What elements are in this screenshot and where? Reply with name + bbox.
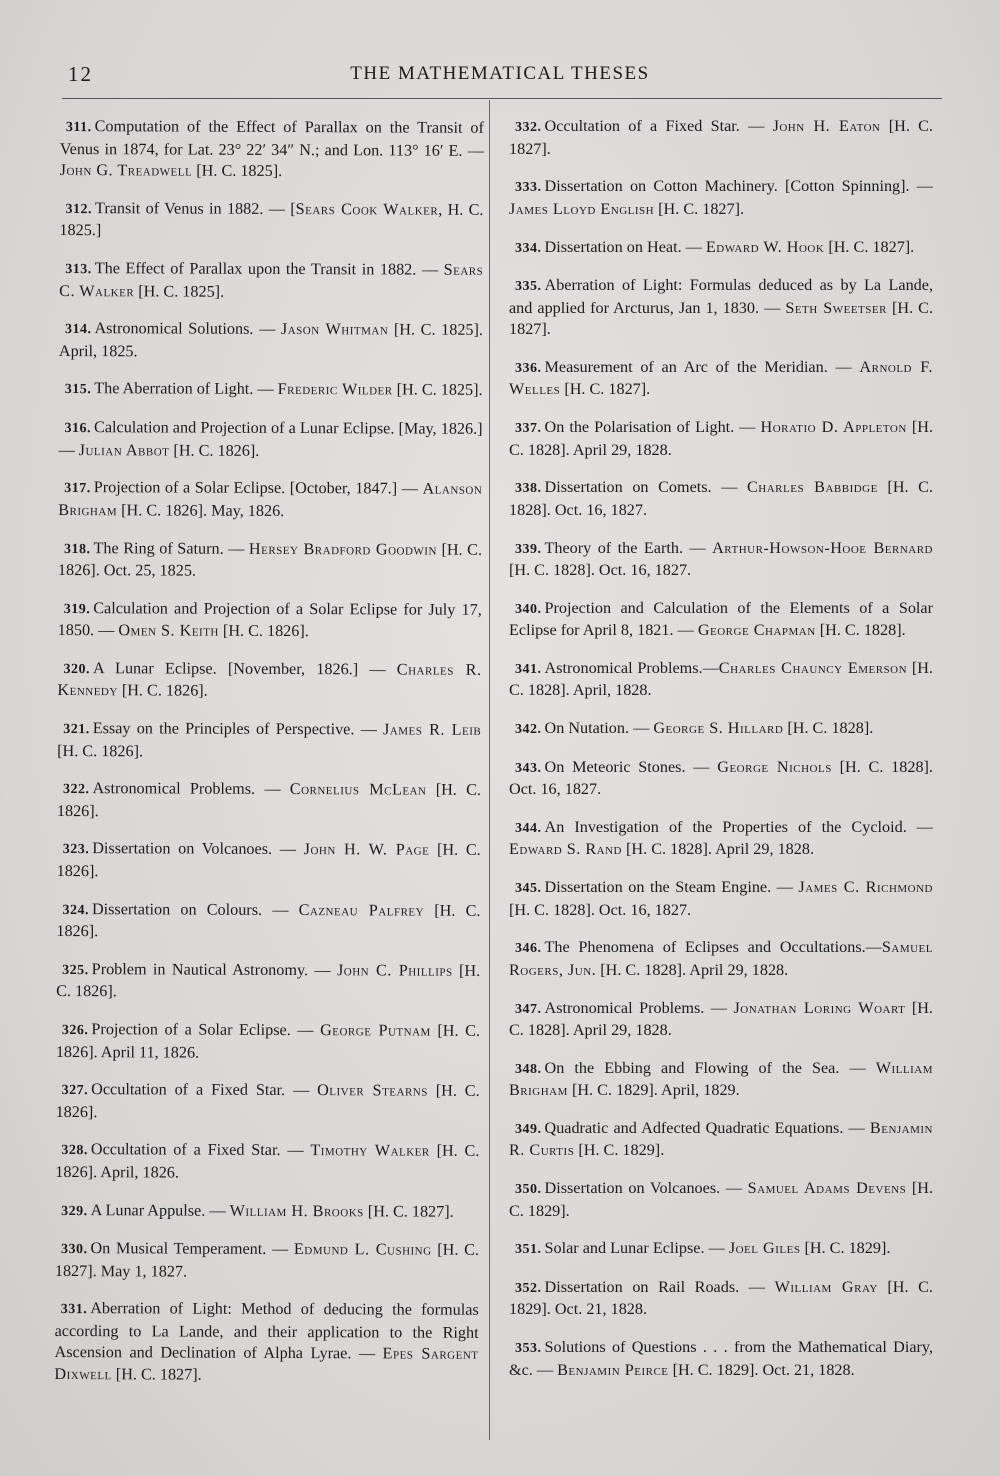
column-divider [489,100,490,1440]
thesis-entry [509,237,933,260]
entry-author: Arnold F. Welles [509,357,933,399]
entry-number: 317. [64,481,91,497]
entry-author: John C. Phillips [336,961,453,980]
entry-note: [H. C. 1826]. [169,441,260,460]
thesis-entry [56,1079,480,1125]
entry-title: Computation of the Effect of Parallax on the Transit of Venus in 1874, for Lat. 23° 22′ 34″ N.; and Lon. 113° 16′ E. — [59,117,484,160]
entry-title: Astronomical Problems. — [544,998,734,1017]
entry-number: 329. [61,1203,88,1219]
entry-title: Astronomical Solutions. — [94,319,281,339]
entry-author: Omen S. Keith [118,621,219,640]
entry-author: William H. Brooks [229,1201,364,1220]
entry-note: [H. C. 1827]. [824,237,915,256]
entry-number: 331. [60,1302,88,1318]
entry-title: Astronomical Problems.— [544,658,719,677]
page-header [60,62,940,92]
entry-title: The Effect of Parallax upon the Transit in 1882. — [94,259,444,279]
entry-title: Projection of a Solar Eclipse. — [91,1020,321,1040]
entry-number: 321. [63,722,90,738]
entry-title: Solar and Lunar Eclipse. — [544,1239,729,1258]
entry-author: Oliver Stearns [317,1081,428,1100]
entry-title: Occultation of a Fixed Star. — [544,117,773,136]
entry-note: [H. C. 1825]. [192,161,283,181]
entry-author: Sears C. Walker [59,260,484,300]
thesis-entry [56,1019,480,1065]
entry-note: [H. C. 1828]. April 29, 1828. [596,960,789,979]
thesis-entry [59,198,483,244]
thesis-entry [58,598,482,644]
entry-author: Jonathan Loring Woart [733,998,906,1017]
entry-title: On Meteoric Stones. — [544,757,718,776]
entry-number: 332. [515,120,542,136]
thesis-entry [509,1238,933,1261]
entry-title: Aberration of Light: Formulas deduced as by La Lande, and applied for Arcturus, Jan 1, 1830. — [509,276,933,317]
thesis-entry [56,899,480,945]
entry-number: 322. [62,782,90,798]
entry-number: 345. [515,881,542,897]
entry-note: [H. C. 1829]. [509,1179,934,1220]
entry-author: Sears Cook Walker [295,199,439,219]
entry-title: Occultation of a Fixed Star. — [91,1080,318,1100]
entry-note: [H. C. 1828]. Oct. 16, 1827. [509,900,692,919]
entry-author: Edmund L. Cushing [293,1240,432,1259]
entry-title: Dissertation on Volcanoes. — [92,839,304,859]
entry-title: On the Ebbing and Flowing of the Sea. — [544,1058,876,1077]
entry-note: [H. C. 1826]. May, 1826. [117,501,285,520]
entry-author: Epes Sargent Dixwell [54,1344,479,1384]
entry-note: [H. C. 1828]. [815,621,906,640]
entry-title: Projection and Calculation of the Elements of a Solar Eclipse for April 8, 1821. — [509,598,933,640]
entry-author: James C. Richmond [798,878,933,897]
thesis-entry [57,838,481,884]
thesis-entry [509,1337,933,1381]
entry-author: Arthur-Howson-Hooe Bernard [712,538,934,557]
entry-number: 348. [515,1061,542,1077]
entry-note: [H. C. 1826]. [55,1081,480,1121]
entry-note: [H. C. 1826]. [56,780,482,820]
thesis-entry [509,357,933,401]
entry-title: The Aberration of Light. — [94,379,278,399]
entry-title: Aberration of Light: Method of deducing the formulas according to La Lande, and their application to the Right Ascension and Declination of Alpha Lyrae. — [54,1299,479,1363]
entry-author: William Brigham [509,1058,933,1100]
thesis-entry [509,598,933,642]
entry-author: Cazneau Palfrey [298,900,425,920]
thesis-entry [509,1277,933,1321]
entry-note: [H. C. 1829]. April, 1829. [567,1081,740,1100]
entry-number: 318. [64,541,91,557]
entry-note: [H. C. 1828]. Oct. 16, 1827. [509,561,692,579]
entry-number: 350. [515,1182,542,1198]
thesis-entry [509,877,933,921]
entry-author: James Lloyd English [509,199,655,218]
entry-title: A Lunar Eclipse. [November, 1826.] — [92,659,397,679]
entry-title: Dissertation on Volcanoes. — [544,1179,748,1198]
entry-title: The Phenomena of Eclipses and Occultations.— [544,938,882,957]
entry-note: [H. C. 1827]. [509,117,933,158]
thesis-entry [509,817,933,861]
entry-number: 341. [515,661,542,677]
entry-number: 311. [65,120,92,136]
entry-number: 320. [63,661,91,678]
thesis-entry [54,1298,478,1387]
entry-author: John H. Eaton [772,117,881,136]
entry-author: Hersey Bradford Goodwin [248,539,437,559]
entry-note: [H. C. 1826]. [117,681,208,701]
entry-title: Astronomical Problems. — [92,779,290,799]
entry-title: On the Polarisation of Light. — [544,418,761,437]
entry-number: 343. [515,760,542,776]
entry-number: 334. [515,240,542,256]
entry-number: 328. [61,1143,88,1159]
entry-author: James R. Leib [382,720,482,739]
entry-author: Samuel Rogers, Jun. [509,938,933,979]
entry-author: Joel Giles [728,1239,801,1258]
entry-title: Occultation of a Fixed Star. — [90,1140,311,1160]
entry-title: Theory of the Earth. — [544,538,713,557]
page-number: 12 [68,62,93,86]
thesis-entry [59,318,483,364]
thesis-entry [57,778,481,824]
thesis-entry [509,477,933,521]
entry-title: A Lunar Appulse. — [90,1200,230,1220]
entry-number: 325. [62,962,89,978]
entry-author: Charles R. Kennedy [57,660,482,700]
entry-title: Measurement of an Arc of the Meridian. — [544,357,860,376]
entry-title: Problem in Nautical Astronomy. — [91,959,338,980]
entry-note: [H. C. 1827]. [654,199,745,218]
entry-note: [H. C. 1829]. Oct. 21, 1828. [509,1277,933,1319]
entry-number: 337. [515,421,542,437]
entry-note: [H. C. 1826]. [56,841,481,881]
entry-note: [H. C. 1828]. April 29, 1828. [509,418,933,459]
entry-number: 315. [64,382,92,398]
entry-number: 351. [515,1242,542,1258]
thesis-entry [58,417,482,463]
entry-author: John G. Treadwell [59,161,193,180]
entry-note: [H. C. 1826]. [56,901,481,941]
entry-note: [H. C. 1828]. April, 1828. [509,658,933,700]
thesis-entry [509,1178,933,1222]
thesis-entry [509,176,933,220]
running-title: THE MATHEMATICAL THESES [350,63,650,84]
entry-note: [H. C. 1826]. April 11, 1826. [55,1021,480,1062]
entry-number: 313. [65,262,92,278]
entry-title: Dissertation on Colours. — [91,899,299,919]
thesis-entry [57,718,481,764]
thesis-entry [57,658,481,704]
entry-number: 352. [515,1280,542,1296]
thesis-entry [509,1118,933,1162]
entry-title: Essay on the Principles of Perspective. — [92,719,384,739]
entry-title: The Ring of Saturn. — [93,538,249,558]
entry-number: 316. [64,421,92,437]
thesis-entry [509,538,933,582]
entry-author: George Nichols [717,757,832,776]
entry-note: [H. C. 1826]. [56,961,481,1001]
thesis-entry [60,116,484,183]
entry-note: [H. C. 1826]. Oct. 25, 1825. [57,540,483,580]
entry-author: William Gray [774,1277,878,1296]
entry-author: Cornelius McLean [289,780,427,799]
thesis-entry [58,537,482,583]
entry-note: [H. C. 1827]. [111,1365,202,1384]
entry-author: Charles Babbidge [746,478,878,497]
thesis-entry [58,477,482,523]
header-rule [62,98,942,99]
entry-note: [H. C. 1827]. [363,1201,454,1221]
thesis-entry [55,1200,479,1224]
entry-author: George Putnam [320,1021,431,1040]
thesis-entry [59,378,483,402]
entry-author: Julian Abbot [78,440,170,460]
entry-note: [H. C. 1826]. [218,621,309,641]
left-column [54,100,484,1400]
entry-number: 335. [515,279,542,295]
entry-number: 312. [65,201,93,218]
entry-author: Edward S. Rand [509,840,622,859]
entry-number: 326. [61,1023,89,1039]
entry-number: 353. [515,1341,542,1357]
entry-number: 327. [61,1083,89,1099]
entry-note: , H. C. 1825.] [59,200,484,240]
entry-author: Samuel Adams Devens [747,1179,907,1198]
entry-number: 344. [515,820,542,836]
entry-title: Dissertation on Comets. — [544,478,747,497]
entry-number: 324. [62,902,89,918]
entry-note: [H. C. 1829]. [800,1239,891,1258]
right-column [509,100,933,1394]
entry-author: Benjamin Peirce [557,1360,669,1379]
entry-note: [H. C. 1825]. [392,380,483,400]
entry-note: [H. C. 1829]. Oct. 21, 1828. [668,1360,855,1379]
entry-number: 314. [64,322,92,338]
entry-number: 319. [63,601,91,617]
entry-number: 330. [60,1242,88,1258]
thesis-entry [55,1238,479,1284]
entry-title: Dissertation on Cotton Machinery. [Cotton Spinning]. — [544,177,933,196]
entry-author: Timothy Walker [310,1141,430,1160]
thesis-entry [56,959,480,1005]
thesis-entry [509,658,933,702]
entry-note: [H. C. 1827]. [560,380,651,399]
entry-number: 340. [515,601,542,617]
entry-title: An Investigation of the Properties of the Cycloid. — [544,817,933,836]
entry-author: Alanson Brigham [58,479,483,520]
entry-author: Seth Sweetser [785,298,887,317]
entry-number: 339. [515,541,542,557]
entry-author: Edward W. Hook [705,237,825,256]
entry-note: [H. C. 1829]. [574,1141,665,1160]
entry-number: 342. [515,722,542,738]
thesis-entry [509,718,933,741]
entry-author: Jason Whitman [280,320,389,339]
entry-title: Transit of Venus in 1882. — [ [94,199,296,218]
entry-title: Projection of a Solar Eclipse. [October, 1847.] — [93,478,423,498]
entry-author: Benjamin R. Curtis [509,1118,933,1160]
entry-author: Charles Chauncy Emerson [718,658,908,677]
entry-author: George S. Hillard [653,719,784,738]
entry-note: [H. C. 1828]. April 29, 1828. [509,998,933,1039]
entry-author: John H. W. Page [303,840,430,860]
entry-author: George Chapman [697,621,816,640]
thesis-entry [509,937,933,981]
entry-number: 336. [515,360,542,376]
entry-number: 346. [515,941,542,957]
entry-note: [H. C. 1825]. April, 1825. [58,320,484,361]
entry-note: [H. C. 1828]. April 29, 1828. [622,840,814,859]
thesis-entry [509,998,933,1042]
entry-number: 323. [62,842,90,858]
entry-note: [H. C. 1828]. Oct. 16, 1827. [509,478,933,519]
entry-title: On Nutation. — [544,719,654,738]
entry-note: [H. C. 1826]. April, 1826. [55,1141,480,1182]
entry-number: 333. [515,180,542,196]
thesis-entry [55,1139,479,1185]
entry-title: Calculation and Projection of a Solar Eclipse for July 17, 1850. — [57,598,482,640]
entry-title: On Musical Temperament. — [90,1239,294,1259]
entry-author: Horatio D. Appleton [760,418,907,437]
entry-number: 347. [515,1001,542,1017]
thesis-entry [509,116,933,160]
entry-number: 349. [515,1121,542,1137]
entry-note: [H. C. 1825]. [134,281,225,301]
entry-note: [H. C. 1828]. [783,719,874,738]
entry-number: 338. [515,481,542,497]
thesis-entry [509,417,933,461]
thesis-entry [59,258,483,304]
entry-note: [H. C. 1826]. [57,741,144,760]
entry-title: Calculation and Projection of a Lunar Eclipse. [May, 1826.] — [58,418,483,459]
thesis-entry [509,757,933,801]
entry-note: [H. C. 1828]. Oct. 16, 1827. [509,757,933,799]
entry-note: [H. C. 1827]. May 1, 1827. [54,1240,480,1281]
entry-title: Dissertation on the Steam Engine. — [544,878,799,897]
entry-note: [H. C. 1827]. [509,298,933,339]
entry-title: Dissertation on Rail Roads. — [544,1277,775,1296]
entry-title: Dissertation on Heat. — [544,237,706,256]
entry-title: Quadratic and Adfected Quadratic Equations. — [544,1118,870,1137]
entry-title: Solutions of Questions . . . from the Mathematical Diary, &c. — [509,1338,933,1379]
thesis-entry [509,275,933,341]
entry-author: Frederic Wilder [277,380,393,399]
thesis-entry [509,1058,933,1102]
